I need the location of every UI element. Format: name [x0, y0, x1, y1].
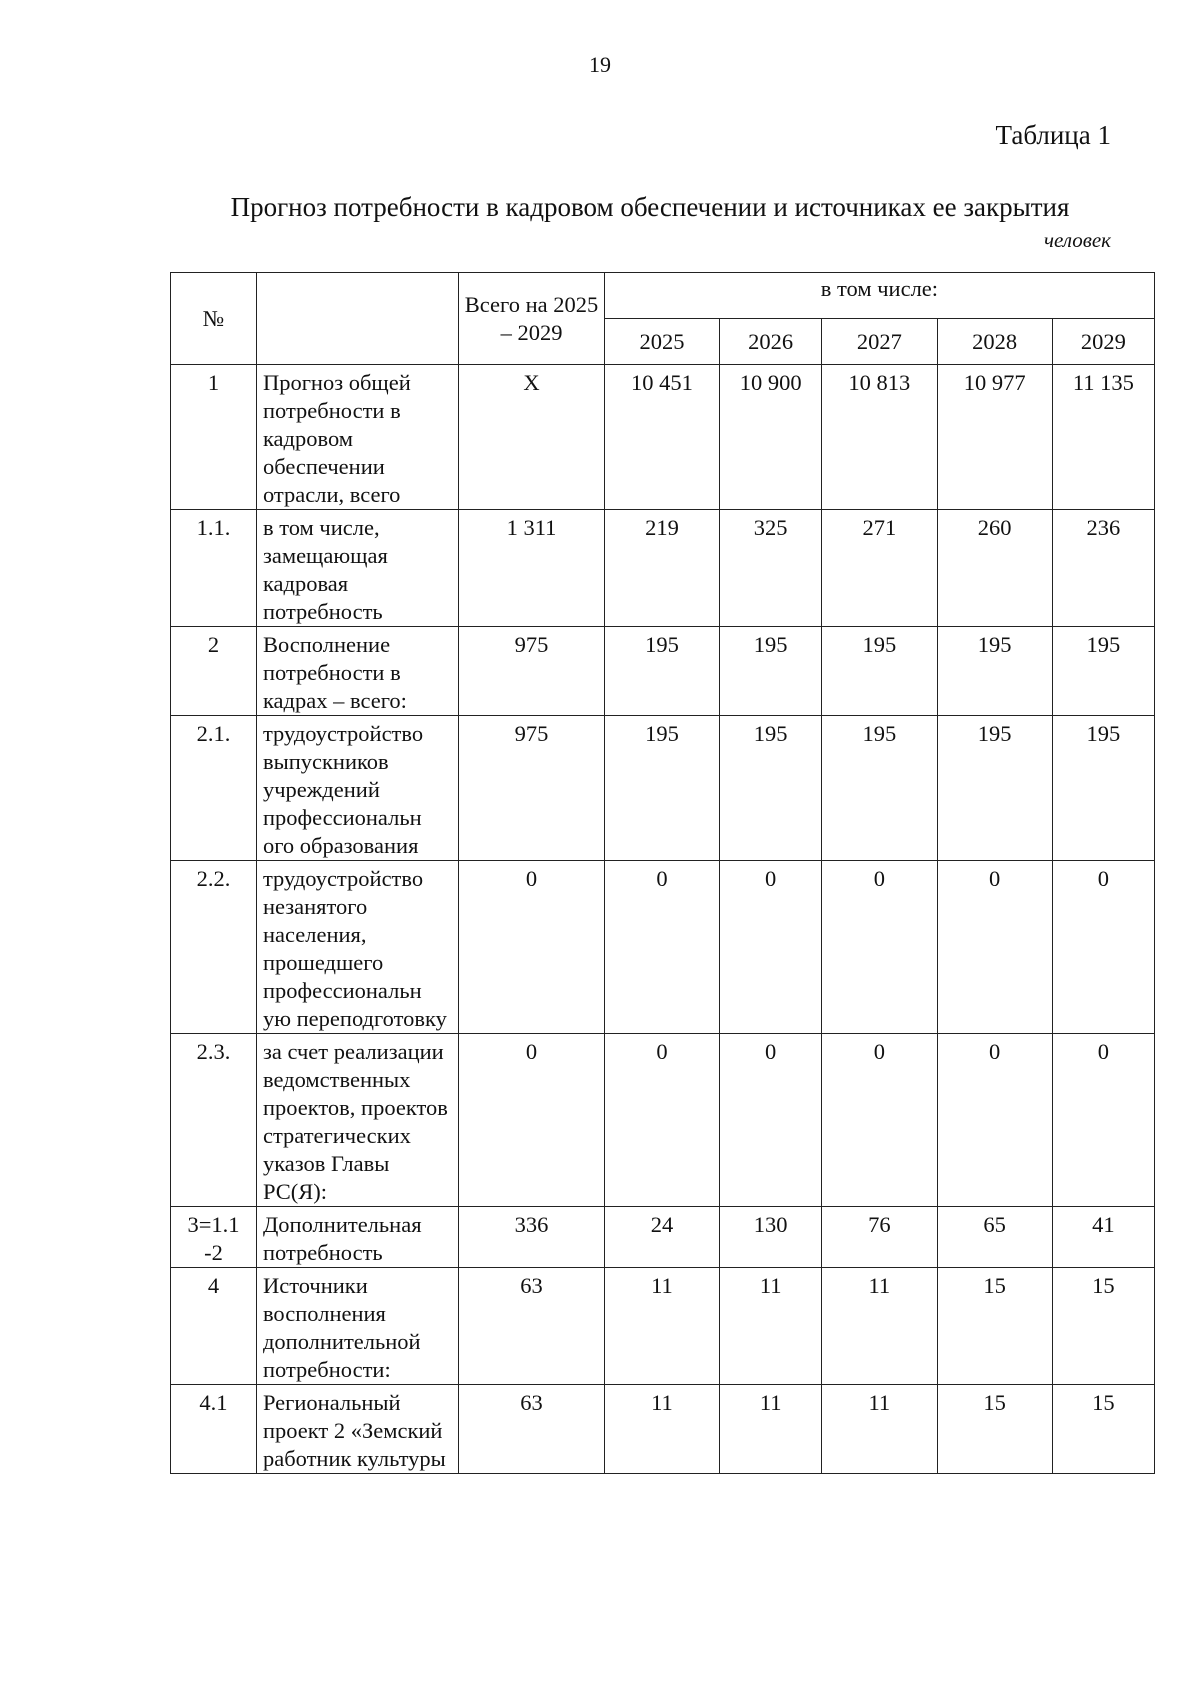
table-row: [171, 1268, 1155, 1385]
row-year-value: 11: [604, 1268, 719, 1385]
row-year-value: 15: [1052, 1385, 1154, 1474]
row-year-value: 10 977: [937, 365, 1052, 510]
row-number: 1.1.: [171, 510, 257, 627]
forecast-table: [170, 272, 1155, 1474]
row-label: Прогноз общей потребности в кадровом обеспечении отрасли, всего: [256, 365, 458, 510]
page-number: 19: [589, 52, 611, 77]
row-total: 0: [459, 861, 605, 1034]
row-year-value: 325: [720, 510, 822, 627]
row-year-value: 195: [937, 627, 1052, 716]
header-year: 2026: [720, 319, 822, 365]
row-year-value: 195: [822, 627, 937, 716]
row-year-value: 0: [1052, 861, 1154, 1034]
table-row: [171, 365, 1155, 510]
row-year-value: 0: [604, 861, 719, 1034]
row-year-value: 0: [604, 1034, 719, 1207]
row-year-value: 0: [720, 861, 822, 1034]
table-body: [171, 365, 1155, 1474]
row-year-value: 11: [822, 1385, 937, 1474]
table-row: [171, 627, 1155, 716]
row-year-value: 76: [822, 1207, 937, 1268]
table-row: [171, 1385, 1155, 1474]
table-row: [171, 1207, 1155, 1268]
row-year-value: 10 451: [604, 365, 719, 510]
row-year-value: 0: [822, 1034, 937, 1207]
row-label: Источники восполнения дополнительной потребности:: [256, 1268, 458, 1385]
row-total: 975: [459, 627, 605, 716]
row-year-value: 0: [937, 1034, 1052, 1207]
row-year-value: 11: [720, 1268, 822, 1385]
row-year-value: 15: [1052, 1268, 1154, 1385]
header-total: Всего на 2025 – 2029: [459, 273, 605, 365]
row-number: 2.3.: [171, 1034, 257, 1207]
row-total: 63: [459, 1385, 605, 1474]
header-indicator: [256, 273, 458, 365]
table-number: Таблица 1: [995, 120, 1111, 150]
row-total: 975: [459, 716, 605, 861]
row-number: 2.1.: [171, 716, 257, 861]
row-year-value: 0: [822, 861, 937, 1034]
row-year-value: 15: [937, 1268, 1052, 1385]
row-number: 2.2.: [171, 861, 257, 1034]
unit-label: человек: [1044, 228, 1111, 252]
row-label: Дополнительная потребность: [256, 1207, 458, 1268]
row-total: 63: [459, 1268, 605, 1385]
row-number: 4.1: [171, 1385, 257, 1474]
row-year-value: 130: [720, 1207, 822, 1268]
table-row: [171, 510, 1155, 627]
row-year-value: 0: [1052, 1034, 1154, 1207]
row-year-value: 11 135: [1052, 365, 1154, 510]
row-year-value: 195: [604, 627, 719, 716]
row-total: 336: [459, 1207, 605, 1268]
row-year-value: 24: [604, 1207, 719, 1268]
row-label: трудоустройство выпускников учреждений профессиональн ого образования: [256, 716, 458, 861]
row-number: 4: [171, 1268, 257, 1385]
row-year-value: 10 900: [720, 365, 822, 510]
row-year-value: 10 813: [822, 365, 937, 510]
row-year-value: 195: [1052, 627, 1154, 716]
row-year-value: 195: [1052, 716, 1154, 861]
header-year: 2028: [937, 319, 1052, 365]
row-total: Х: [459, 365, 605, 510]
row-label: в том числе, замещающая кадровая потребность: [256, 510, 458, 627]
row-number: 3=1.1 -2: [171, 1207, 257, 1268]
row-year-value: 0: [937, 861, 1052, 1034]
row-year-value: 41: [1052, 1207, 1154, 1268]
table-title: Прогноз потребности в кадровом обеспечении и источниках ее закрытия: [230, 192, 1070, 222]
row-year-value: 11: [822, 1268, 937, 1385]
header-year: 2027: [822, 319, 937, 365]
row-total: 1 311: [459, 510, 605, 627]
header-including: в том числе:: [604, 273, 1154, 319]
row-number: 1: [171, 365, 257, 510]
row-year-value: 271: [822, 510, 937, 627]
header-number: №: [171, 273, 257, 365]
row-label: Восполнение потребности в кадрах – всего:: [256, 627, 458, 716]
row-year-value: 0: [720, 1034, 822, 1207]
header-year: 2025: [604, 319, 719, 365]
row-year-value: 195: [604, 716, 719, 861]
row-year-value: 195: [720, 627, 822, 716]
row-year-value: 236: [1052, 510, 1154, 627]
row-year-value: 11: [604, 1385, 719, 1474]
row-year-value: 11: [720, 1385, 822, 1474]
row-year-value: 195: [720, 716, 822, 861]
row-year-value: 65: [937, 1207, 1052, 1268]
row-label: Региональный проект 2 «Земский работник культуры: [256, 1385, 458, 1474]
table-row: [171, 716, 1155, 861]
table-row: [171, 861, 1155, 1034]
table-row: [171, 1034, 1155, 1207]
row-label: трудоустройство незанятого населения, прошедшего профессиональн ую переподготовку: [256, 861, 458, 1034]
row-number: 2: [171, 627, 257, 716]
row-year-value: 260: [937, 510, 1052, 627]
row-year-value: 219: [604, 510, 719, 627]
row-year-value: 195: [937, 716, 1052, 861]
row-label: за счет реализации ведомственных проектов, проектов стратегических указов Главы РС(Я):: [256, 1034, 458, 1207]
row-year-value: 195: [822, 716, 937, 861]
row-year-value: 15: [937, 1385, 1052, 1474]
row-total: 0: [459, 1034, 605, 1207]
header-year: 2029: [1052, 319, 1154, 365]
